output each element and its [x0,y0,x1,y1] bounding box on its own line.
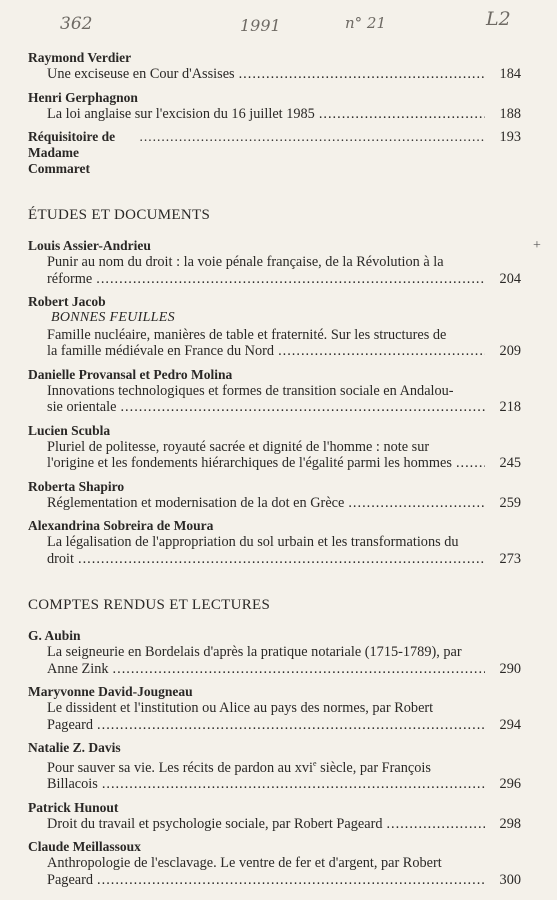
entry-title: Pageard [47,871,94,888]
toc-entry [28,479,521,512]
entry-page: 193 [499,129,521,145]
century-superscript: e [313,759,317,768]
entry-title-line: Le dissident et l'institution ou Alice au pays des normes, par Robert [47,700,434,716]
toc-entry [28,628,521,677]
entry-title: La loi anglaise sur l'excision du 16 juillet 1985 [47,105,315,122]
entry-title: Billacois [47,776,98,793]
toc-entry-standalone [28,129,521,177]
entry-author: Raymond Verdier [28,50,132,65]
entry-title: Anne Zink [47,660,109,677]
entry-title-part: Pour sauver sa vie. Les récits de pardon au xvi [47,759,314,776]
entry-title-line: La légalisation de l'appropriation du sol urbain et les transformations du [47,534,459,550]
entry-author: Natalie Z. Davis [28,740,121,755]
entry-title-line [28,271,521,288]
entry-title: Droit du travail et psychologie sociale, par Robert Pageard [47,815,383,832]
dot-leader [113,661,485,678]
dot-leader [97,717,485,734]
entry-author: Patrick Hunout [28,799,119,815]
entry-page: 298 [499,815,521,832]
handwritten-note-right: n° 21 [345,14,387,32]
entry-title-line: Innovations technologiques et formes de transition sociale en Andalou- [47,382,454,399]
entry-title-line: Famille nucléaire, manières de table et fraternité. Sur les structures de [47,326,447,343]
handwritten-note-left: 362 [60,14,93,34]
entry-page: 296 [499,776,521,793]
toc-entry [28,518,521,567]
dot-leader [348,495,485,512]
entry-title-line [28,551,521,568]
dot-leader [239,66,485,83]
handwritten-note-corner: L2 [486,8,511,30]
entry-title-line [28,455,521,472]
dot-leader [102,776,485,793]
entry-page: 259 [499,494,521,511]
entry-title-line [28,816,521,833]
entry-title: Pageard [47,716,94,733]
entry-title: l'origine et les fondements hiérarchiques de l'égalité parmi les hommes [47,455,452,471]
handwritten-note-mid: 1991 [240,16,281,35]
entry-title: Une exciseuse en Cour d'Assises [47,66,235,82]
entry-author: Claude Meillassoux [28,839,141,855]
toc-entry [28,740,521,793]
toc-entry [28,839,521,888]
dot-leader [319,106,485,123]
entry-title-part: siècle, par François [316,759,431,776]
margin-mark: + [533,238,541,253]
entry-author: Danielle Provansal et Pedro Molina [28,366,233,382]
entry-title: Réquisitoire de Madame Commaret [28,129,116,176]
toc-entry [28,684,521,733]
entry-author: Lucien Scubla [28,422,111,438]
entry-author: Henri Gerphagnon [28,89,138,105]
entry-title-line: La seigneurie en Bordelais d'après la pratique notariale (1715-1789), par [47,644,462,660]
entry-author: Maryvonne David-Jougneau [28,684,193,699]
entry-page: 184 [499,66,521,82]
entry-title-line [28,756,521,776]
toc-entry [28,294,521,360]
section-title: COMPTES RENDUS ET LECTURES [28,597,271,613]
dot-leader [278,343,485,360]
entry-title-line [28,66,521,83]
toc-entry [28,90,521,123]
entry-title-line [28,872,521,889]
entry-title-line [28,495,521,512]
dot-leader [456,455,485,472]
entry-title-line [28,106,521,123]
entry-title: sie orientale [47,399,117,415]
entry-page: 188 [499,105,521,122]
dot-leader [386,816,485,833]
toc-entry [28,238,521,287]
dot-leader [78,551,485,568]
toc-entry [28,367,521,416]
entry-author: Alexandrina Sobreira de Moura [28,518,214,533]
dot-leader [120,399,485,416]
entry-author: Robert Jacob [28,294,106,309]
toc-entry [28,800,521,833]
entry-title: Réglementation et modernisation de la dot en Grèce [47,494,345,511]
entry-title: la famille médiévale en France du Nord [47,343,275,359]
entry-author: G. Aubin [28,628,81,643]
entry-title-line: Anthropologie de l'esclavage. Le ventre de fer et d'argent, par Robert [47,855,442,872]
entry-author: Louis Assier-Andrieu [28,238,151,253]
entry-page: 209 [499,343,521,359]
entry-page: 204 [499,270,521,287]
entry-page: 294 [499,716,521,733]
dot-leader [97,872,485,889]
entry-title-line: Punir au nom du droit : la voie pénale française, de la Révolution à la [47,254,444,270]
entry-title-line: Pluriel de politesse, royauté sacrée et dignité de l'homme : note sur [47,438,430,455]
entry-title-line [28,776,521,793]
entry-title-line [28,399,521,416]
toc-entry [28,423,521,472]
entry-page: 290 [499,660,521,677]
entry-title-line [28,343,521,360]
table-of-contents [28,50,521,895]
entry-page: 245 [499,455,521,471]
entry-title: réforme [47,270,93,287]
section-title: ÉTUDES ET DOCUMENTS [28,207,211,223]
dot-leader [96,271,485,288]
entry-page: 273 [499,550,521,567]
entry-page: 218 [499,399,521,415]
entry-title-line [28,717,521,734]
entry-title-line [28,661,521,678]
entry-title: droit [47,550,75,567]
entry-author: Roberta Shapiro [28,478,125,494]
entry-page: 300 [499,871,521,888]
toc-entry [28,50,521,83]
entry-subtitle: BONNES FEUILLES [51,310,175,325]
dot-leader [139,129,485,145]
handwritten-annotations [0,6,557,40]
